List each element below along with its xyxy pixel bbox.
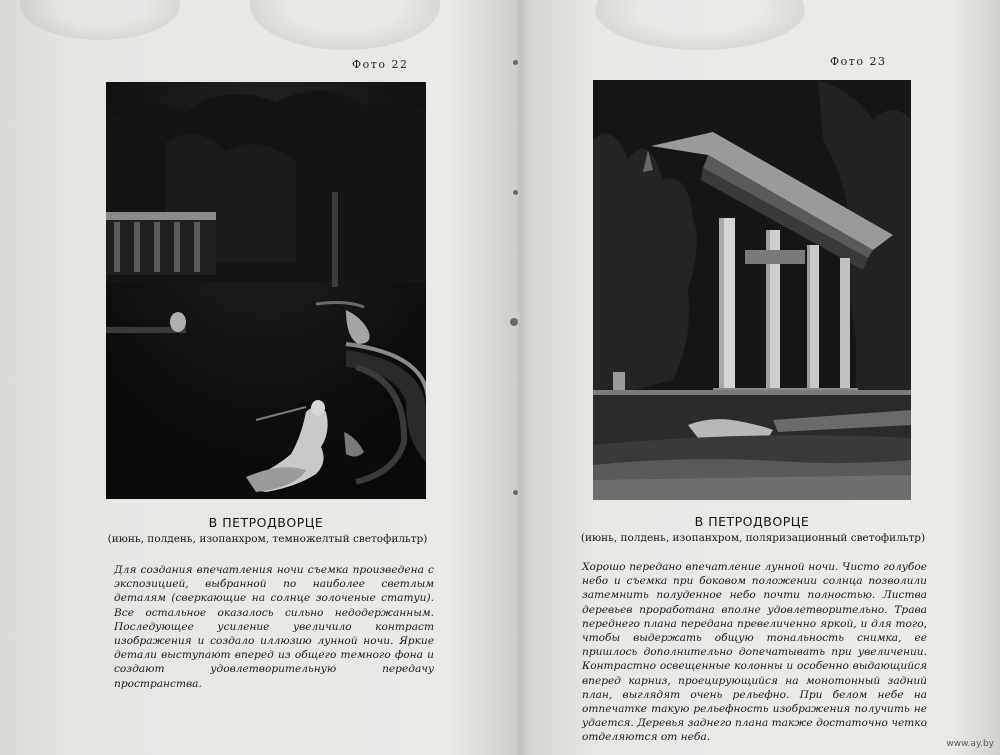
fountain-statue-photo bbox=[106, 82, 426, 499]
photo-description: Хорошо передано впечатление лунной ночи. Чисто голубое небо и съемка при боковом положении солнца позволили затемнить полуденное небо почти полностью. Листва деревьев проработана вполне удовлетворительно. Трава переднего плана передана превеличенно яркой, и для того, чтобы выдержать общую тональность снимка, ее пришлось дополнительно допечатывать при увеличении. Контрастно освещенные колонны и особенно выдающийся вперед карниз, проецирующийся на монотонный задний план, выглядят очень рельефно. При белом небе на отпечатке такую рельефность изображения получить не удается. Деревья заднего плана также достаточно четко отделяются от неба. bbox=[582, 561, 927, 744]
photo-number-label: Фото 22 bbox=[352, 58, 409, 71]
photo-caption-title: В ПЕТРОДВОРЦЕ bbox=[208, 515, 324, 530]
photo-number-label: Фото 23 bbox=[830, 55, 887, 68]
photo-caption-title: В ПЕТРОДВОРЦЕ bbox=[694, 514, 810, 529]
colonnade-night-image bbox=[593, 80, 911, 500]
fountain-night-image bbox=[106, 82, 426, 499]
photo-caption-subtitle: (июнь, полдень, изопанхром, темножелтый светофильтр) bbox=[107, 533, 428, 545]
watermark: www.ay.by bbox=[946, 739, 994, 749]
photo-description: Для создания впечатления ночи съемка произведена с экспозицией, выбранной по наиболее светлым деталям (сверкающие на солнце золоченые статуи). Все остальное оказалось сильно недодержанным. Последующее усиление увеличило контраст изображения и создало иллюзию лунной ночи. Яркие детали выступают вперед из общего темного фона и создают удовлетворительную передачу пространства. bbox=[114, 564, 434, 690]
photo-caption-subtitle: (июнь, полдень, изопанхром, поляризационный светофильтр) bbox=[580, 532, 926, 544]
right-page bbox=[520, 0, 1000, 755]
colonnade-photo bbox=[593, 80, 911, 500]
